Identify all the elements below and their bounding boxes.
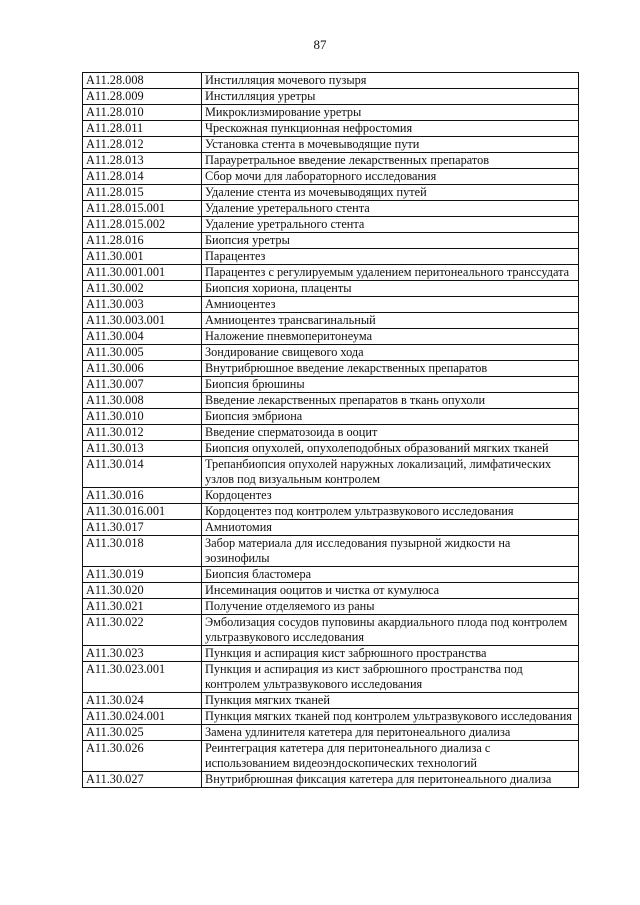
service-code-cell: A11.30.001.001 xyxy=(83,265,202,281)
service-code-cell: A11.28.012 xyxy=(83,137,202,153)
service-code-cell: A11.28.015 xyxy=(83,185,202,201)
table-row xyxy=(83,536,579,567)
table-row xyxy=(83,646,579,662)
service-code-cell: A11.30.012 xyxy=(83,425,202,441)
table-row xyxy=(83,105,579,121)
table-row xyxy=(83,599,579,615)
table-row xyxy=(83,89,579,105)
table-row xyxy=(83,233,579,249)
service-name-cell: Амниотомия xyxy=(202,520,579,536)
table-row xyxy=(83,425,579,441)
table-row xyxy=(83,217,579,233)
service-name-cell: Эмболизация сосудов пуповины акардиального плода под контролем ультразвукового исследования xyxy=(202,615,579,646)
service-code-cell: A11.28.016 xyxy=(83,233,202,249)
service-name-cell: Реинтеграция катетера для перитонеального диализа с использованием видеоэндоскопических технологий xyxy=(202,741,579,772)
table-row xyxy=(83,741,579,772)
table-row xyxy=(83,361,579,377)
service-name-cell: Пункция и аспирация кист забрюшного пространства xyxy=(202,646,579,662)
service-name-cell: Забор материала для исследования пузырной жидкости на эозинофилы xyxy=(202,536,579,567)
service-name-cell: Парауретральное введение лекарственных препаратов xyxy=(202,153,579,169)
table-row xyxy=(83,662,579,693)
table-row xyxy=(83,504,579,520)
table-row xyxy=(83,297,579,313)
service-code-cell: A11.28.015.002 xyxy=(83,217,202,233)
service-name-cell: Парацентез xyxy=(202,249,579,265)
table-row xyxy=(83,583,579,599)
table-row xyxy=(83,520,579,536)
service-code-cell: A11.30.016.001 xyxy=(83,504,202,520)
service-name-cell: Кордоцентез xyxy=(202,488,579,504)
service-code-cell: A11.30.002 xyxy=(83,281,202,297)
service-name-cell: Внутрибрюшное введение лекарственных препаратов xyxy=(202,361,579,377)
service-name-cell: Сбор мочи для лабораторного исследования xyxy=(202,169,579,185)
service-name-cell: Парацентез с регулируемым удалением перитонеального транссудата xyxy=(202,265,579,281)
service-name-cell: Биопсия хориона, плаценты xyxy=(202,281,579,297)
service-code-cell: A11.30.016 xyxy=(83,488,202,504)
service-code-cell: A11.28.008 xyxy=(83,73,202,89)
service-name-cell: Замена удлинителя катетера для перитонеального диализа xyxy=(202,725,579,741)
service-name-cell: Биопсия уретры xyxy=(202,233,579,249)
table-row xyxy=(83,169,579,185)
service-name-cell: Удаление уретрального стента xyxy=(202,217,579,233)
service-name-cell: Кордоцентез под контролем ультразвукового исследования xyxy=(202,504,579,520)
table-row xyxy=(83,313,579,329)
service-code-cell: A11.30.025 xyxy=(83,725,202,741)
service-code-cell: A11.30.007 xyxy=(83,377,202,393)
table-row xyxy=(83,693,579,709)
service-name-cell: Удаление уретерального стента xyxy=(202,201,579,217)
service-name-cell: Введение лекарственных препаратов в ткань опухоли xyxy=(202,393,579,409)
service-name-cell: Амниоцентез трансвагинальный xyxy=(202,313,579,329)
service-code-cell: A11.30.027 xyxy=(83,772,202,788)
service-name-cell: Чрескожная пункционная нефростомия xyxy=(202,121,579,137)
service-name-cell: Биопсия брюшины xyxy=(202,377,579,393)
service-code-cell: A11.30.020 xyxy=(83,583,202,599)
table-row xyxy=(83,137,579,153)
service-code-cell: A11.30.023 xyxy=(83,646,202,662)
service-name-cell: Пункция мягких тканей xyxy=(202,693,579,709)
page-number: 87 xyxy=(313,37,327,52)
service-name-cell: Пункция мягких тканей под контролем ультразвукового исследования xyxy=(202,709,579,725)
service-code-cell: A11.28.014 xyxy=(83,169,202,185)
table-row xyxy=(83,153,579,169)
service-code-cell: A11.30.018 xyxy=(83,536,202,567)
service-name-cell: Инстилляция мочевого пузыря xyxy=(202,73,579,89)
table-row xyxy=(83,121,579,137)
service-code-cell: A11.30.003.001 xyxy=(83,313,202,329)
table-row xyxy=(83,345,579,361)
table-row xyxy=(83,377,579,393)
service-code-cell: A11.30.014 xyxy=(83,457,202,488)
table-body xyxy=(83,73,579,788)
service-code-cell: A11.28.011 xyxy=(83,121,202,137)
service-name-cell: Трепанбиопсия опухолей наружных локализаций, лимфатических узлов под визуальным контролем xyxy=(202,457,579,488)
service-name-cell: Биопсия бластомера xyxy=(202,567,579,583)
service-code-cell: A11.30.006 xyxy=(83,361,202,377)
service-name-cell: Наложение пневмоперитонеума xyxy=(202,329,579,345)
table-row xyxy=(83,281,579,297)
service-code-cell: A11.28.009 xyxy=(83,89,202,105)
service-code-cell: A11.30.003 xyxy=(83,297,202,313)
service-name-cell: Получение отделяемого из раны xyxy=(202,599,579,615)
table-row xyxy=(83,393,579,409)
service-name-cell: Удаление стента из мочевыводящих путей xyxy=(202,185,579,201)
table-row xyxy=(83,488,579,504)
service-code-cell: A11.30.023.001 xyxy=(83,662,202,693)
service-code-cell: A11.28.013 xyxy=(83,153,202,169)
service-code-cell: A11.30.013 xyxy=(83,441,202,457)
table-row xyxy=(83,772,579,788)
table-row xyxy=(83,567,579,583)
service-name-cell: Амниоцентез xyxy=(202,297,579,313)
service-name-cell: Установка стента в мочевыводящие пути xyxy=(202,137,579,153)
service-code-cell: A11.30.024.001 xyxy=(83,709,202,725)
service-name-cell: Введение сперматозоида в ооцит xyxy=(202,425,579,441)
service-codes-table xyxy=(82,72,579,788)
table-row xyxy=(83,709,579,725)
service-code-cell: A11.30.021 xyxy=(83,599,202,615)
service-name-cell: Внутрибрюшная фиксация катетера для перитонеального диализа xyxy=(202,772,579,788)
table-row xyxy=(83,201,579,217)
table-row xyxy=(83,457,579,488)
table-row xyxy=(83,73,579,89)
service-code-cell: A11.30.001 xyxy=(83,249,202,265)
service-name-cell: Инстилляция уретры xyxy=(202,89,579,105)
table-row xyxy=(83,725,579,741)
table-row xyxy=(83,615,579,646)
service-name-cell: Инсеминация ооцитов и чистка от кумулюса xyxy=(202,583,579,599)
service-code-cell: A11.30.026 xyxy=(83,741,202,772)
service-name-cell: Зондирование свищевого хода xyxy=(202,345,579,361)
service-code-cell: A11.30.005 xyxy=(83,345,202,361)
service-code-cell: A11.28.010 xyxy=(83,105,202,121)
service-name-cell: Пункция и аспирация из кист забрюшного пространства под контролем ультразвукового исследования xyxy=(202,662,579,693)
service-name-cell: Биопсия опухолей, опухолеподобных образований мягких тканей xyxy=(202,441,579,457)
table-row xyxy=(83,409,579,425)
service-code-cell: A11.30.019 xyxy=(83,567,202,583)
table-row xyxy=(83,441,579,457)
service-code-cell: A11.30.022 xyxy=(83,615,202,646)
table-row xyxy=(83,249,579,265)
service-code-cell: A11.30.008 xyxy=(83,393,202,409)
table-row xyxy=(83,265,579,281)
service-code-cell: A11.30.004 xyxy=(83,329,202,345)
service-code-cell: A11.28.015.001 xyxy=(83,201,202,217)
table-row xyxy=(83,185,579,201)
service-code-cell: A11.30.024 xyxy=(83,693,202,709)
service-name-cell: Микроклизмирование уретры xyxy=(202,105,579,121)
service-name-cell: Биопсия эмбриона xyxy=(202,409,579,425)
service-code-cell: A11.30.010 xyxy=(83,409,202,425)
table-row xyxy=(83,329,579,345)
service-code-cell: A11.30.017 xyxy=(83,520,202,536)
